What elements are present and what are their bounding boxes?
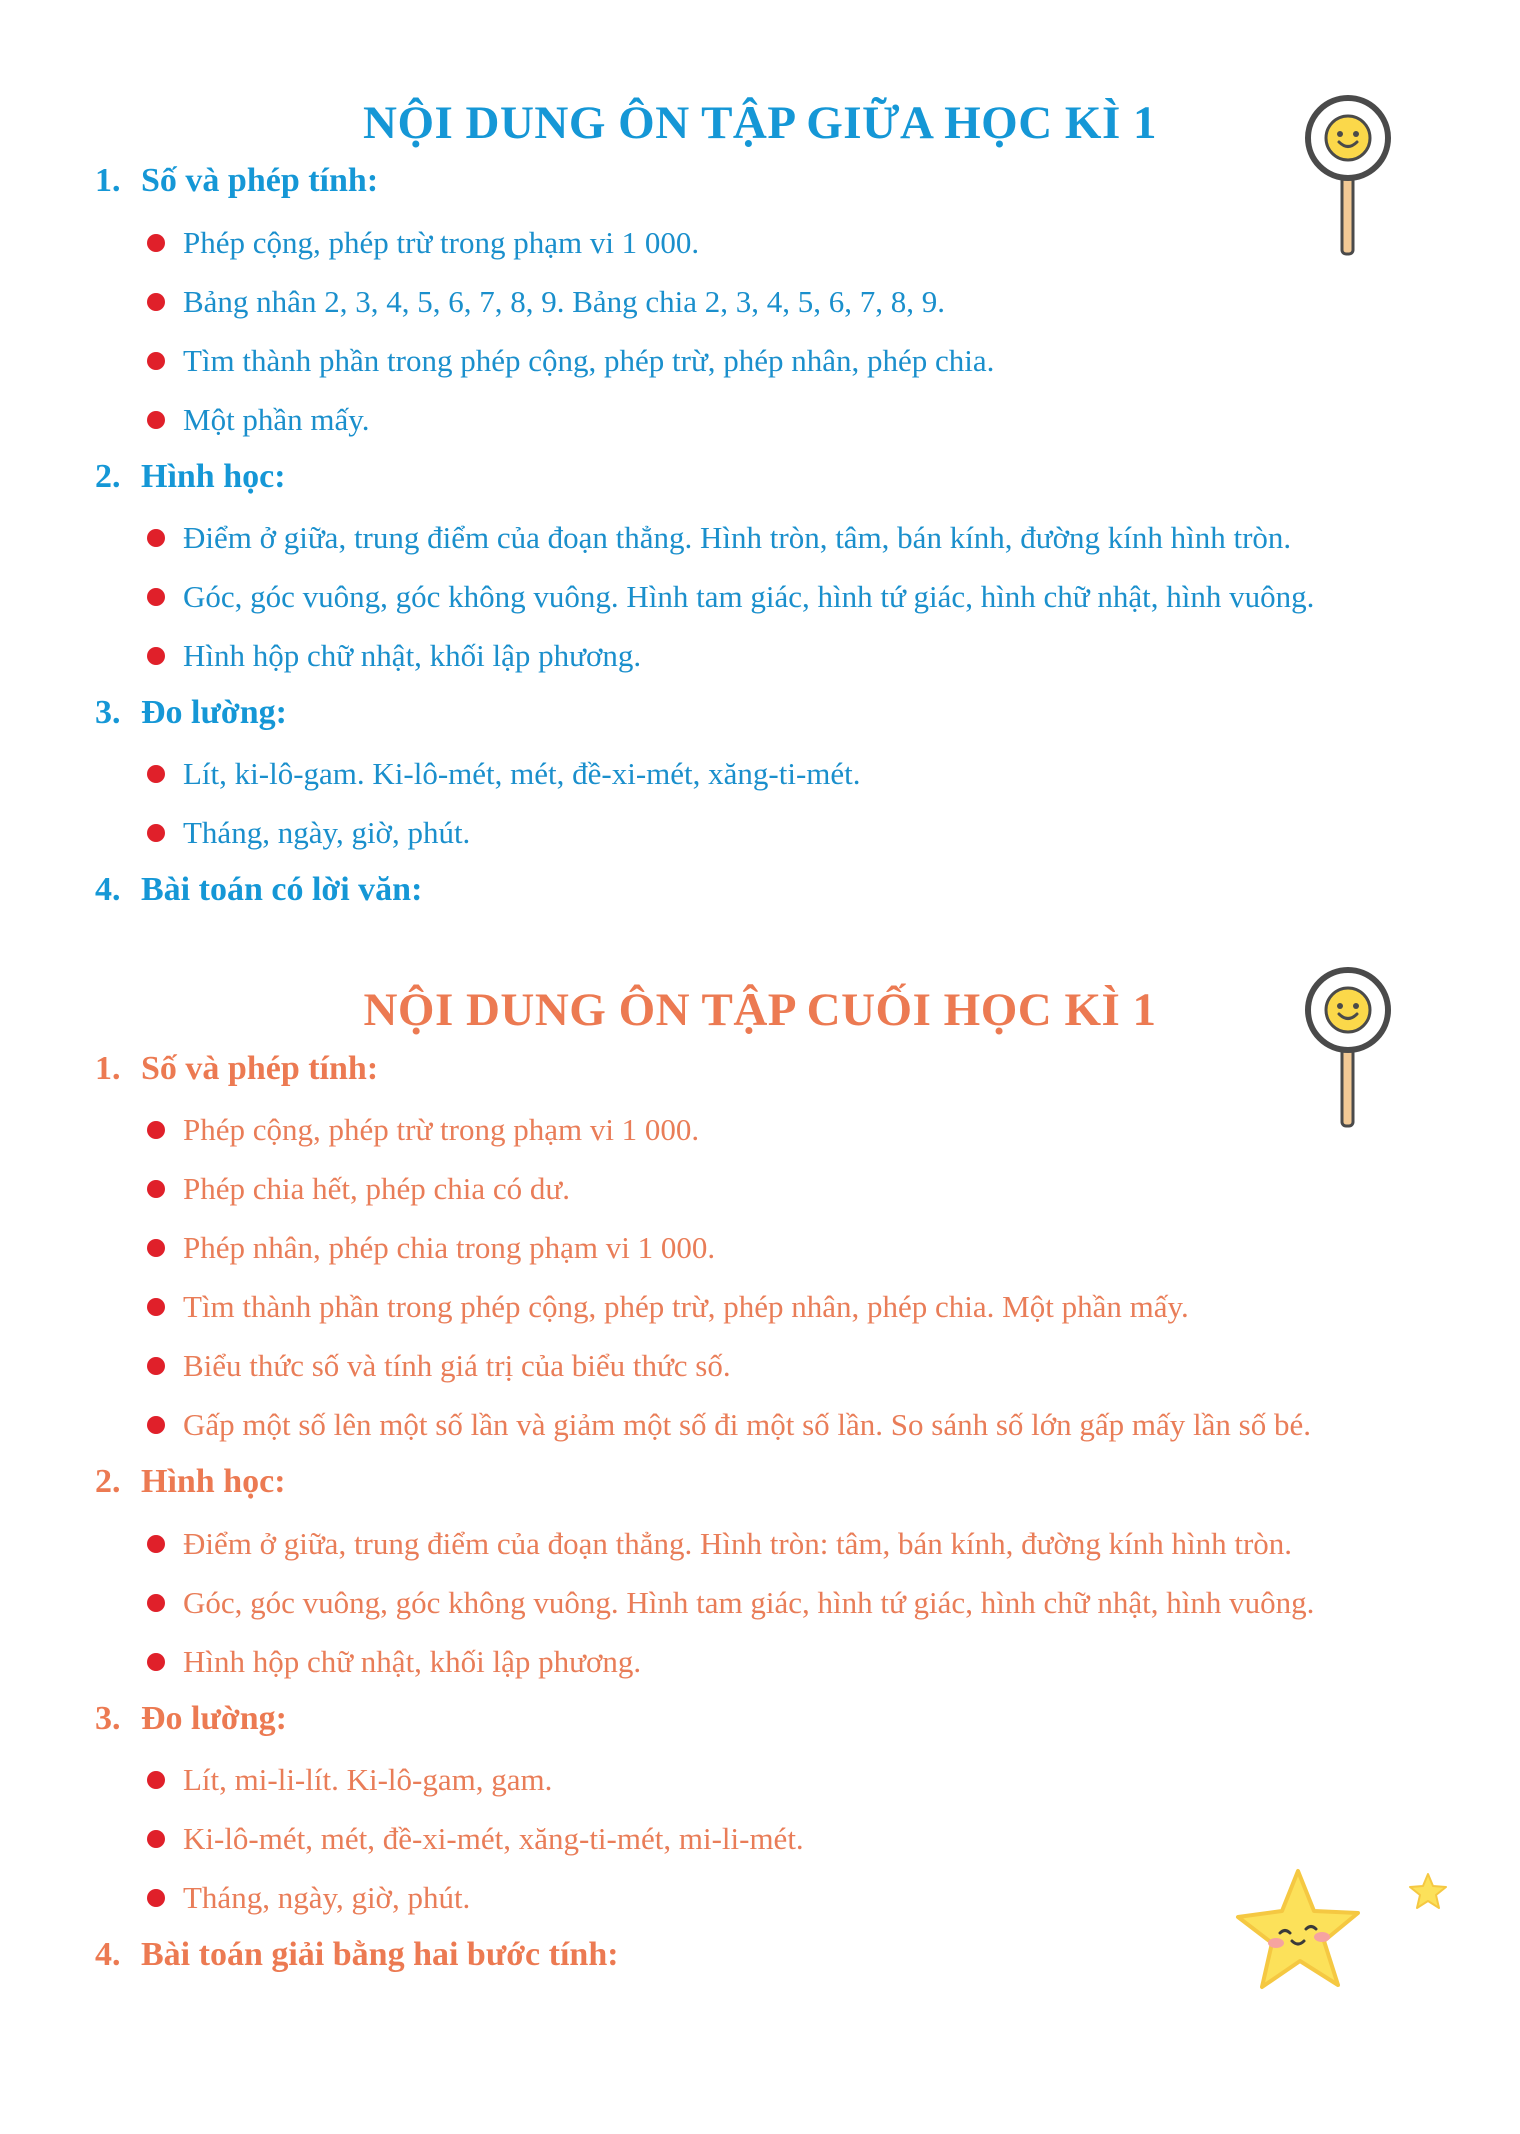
bullet-dot bbox=[147, 529, 165, 547]
bullet-dot bbox=[147, 1771, 165, 1789]
bullet-dot bbox=[147, 234, 165, 252]
list-item: Phép cộng, phép trừ trong phạm vi 1 000. bbox=[147, 225, 699, 261]
bullet-dot bbox=[147, 293, 165, 311]
list-item: Lít, ki-lô-gam. Ki-lô-mét, mét, đề-xi-mét, xăng-ti-mét. bbox=[147, 756, 861, 792]
bullet-dot bbox=[147, 1239, 165, 1257]
list-item: Điểm ở giữa, trung điểm của đoạn thẳng. Hình tròn, tâm, bán kính, đường kính hình tròn. bbox=[147, 520, 1291, 556]
section-title-final: NỘI DUNG ÔN TẬP CUỐI HỌC KÌ 1 bbox=[363, 984, 1157, 1036]
heading-measurement: 3. Đo lường: bbox=[95, 1700, 287, 1737]
list-item: Phép nhân, phép chia trong phạm vi 1 000. bbox=[147, 1230, 715, 1266]
bullet-dot bbox=[147, 1298, 165, 1316]
bullet-dot bbox=[147, 1121, 165, 1139]
list-item: Lít, mi-li-lít. Ki-lô-gam, gam. bbox=[147, 1762, 552, 1798]
list-item: Hình hộp chữ nhật, khối lập phương. bbox=[147, 1644, 641, 1680]
list-item: Một phần mấy. bbox=[147, 402, 370, 438]
bullet-dot bbox=[147, 1535, 165, 1553]
bullet-dot bbox=[147, 588, 165, 606]
list-item: Tìm thành phần trong phép cộng, phép trừ, phép nhân, phép chia. bbox=[147, 343, 994, 379]
list-item: Bảng nhân 2, 3, 4, 5, 6, 7, 8, 9. Bảng chia 2, 3, 4, 5, 6, 7, 8, 9. bbox=[147, 284, 945, 320]
bullet-dot bbox=[147, 1357, 165, 1375]
small-star-icon bbox=[1408, 1872, 1448, 1910]
list-item: Tìm thành phần trong phép cộng, phép trừ, phép nhân, phép chia. Một phần mấy. bbox=[147, 1289, 1189, 1325]
bullet-dot bbox=[147, 352, 165, 370]
smiley-lollipop-icon bbox=[1302, 94, 1394, 259]
bullet-dot bbox=[147, 1416, 165, 1434]
list-item: Gấp một số lên một số lần và giảm một số đi một số lần. So sánh số lớn gấp mấy lần số bé. bbox=[147, 1407, 1311, 1443]
section-title-midterm: NỘI DUNG ÔN TẬP GIỮA HỌC KÌ 1 bbox=[363, 97, 1157, 149]
heading-numbers-operations: 1. Số và phép tính: bbox=[95, 162, 379, 199]
list-item: Tháng, ngày, giờ, phút. bbox=[147, 815, 470, 851]
list-item: Phép cộng, phép trừ trong phạm vi 1 000. bbox=[147, 1112, 699, 1148]
list-item: Biểu thức số và tính giá trị của biểu thức số. bbox=[147, 1348, 731, 1384]
list-item: Điểm ở giữa, trung điểm của đoạn thẳng. Hình tròn: tâm, bán kính, đường kính hình tròn. bbox=[147, 1526, 1292, 1562]
heading-two-step-problems: 4. Bài toán giải bằng hai bước tính: bbox=[95, 1936, 619, 1973]
bullet-dot bbox=[147, 1830, 165, 1848]
bullet-dot bbox=[147, 647, 165, 665]
heading-geometry: 2. Hình học: bbox=[95, 1463, 286, 1500]
list-item: Góc, góc vuông, góc không vuông. Hình tam giác, hình tứ giác, hình chữ nhật, hình vuông. bbox=[147, 579, 1314, 615]
bullet-dot bbox=[147, 1180, 165, 1198]
heading-measurement: 3. Đo lường: bbox=[95, 694, 287, 731]
bullet-dot bbox=[147, 765, 165, 783]
bullet-dot bbox=[147, 824, 165, 842]
smiling-star-icon bbox=[1228, 1865, 1378, 2005]
list-item: Góc, góc vuông, góc không vuông. Hình tam giác, hình tứ giác, hình chữ nhật, hình vuông. bbox=[147, 1585, 1314, 1621]
list-item: Tháng, ngày, giờ, phút. bbox=[147, 1880, 470, 1916]
bullet-dot bbox=[147, 1653, 165, 1671]
list-item: Hình hộp chữ nhật, khối lập phương. bbox=[147, 638, 641, 674]
heading-word-problems: 4. Bài toán có lời văn: bbox=[95, 871, 423, 908]
heading-geometry: 2. Hình học: bbox=[95, 458, 286, 495]
list-item: Phép chia hết, phép chia có dư. bbox=[147, 1171, 570, 1207]
bullet-dot bbox=[147, 1889, 165, 1907]
heading-numbers-operations: 1. Số và phép tính: bbox=[95, 1050, 379, 1087]
smiley-lollipop-icon bbox=[1302, 966, 1394, 1131]
bullet-dot bbox=[147, 411, 165, 429]
list-item: Ki-lô-mét, mét, đề-xi-mét, xăng-ti-mét, mi-li-mét. bbox=[147, 1821, 804, 1857]
bullet-dot bbox=[147, 1594, 165, 1612]
